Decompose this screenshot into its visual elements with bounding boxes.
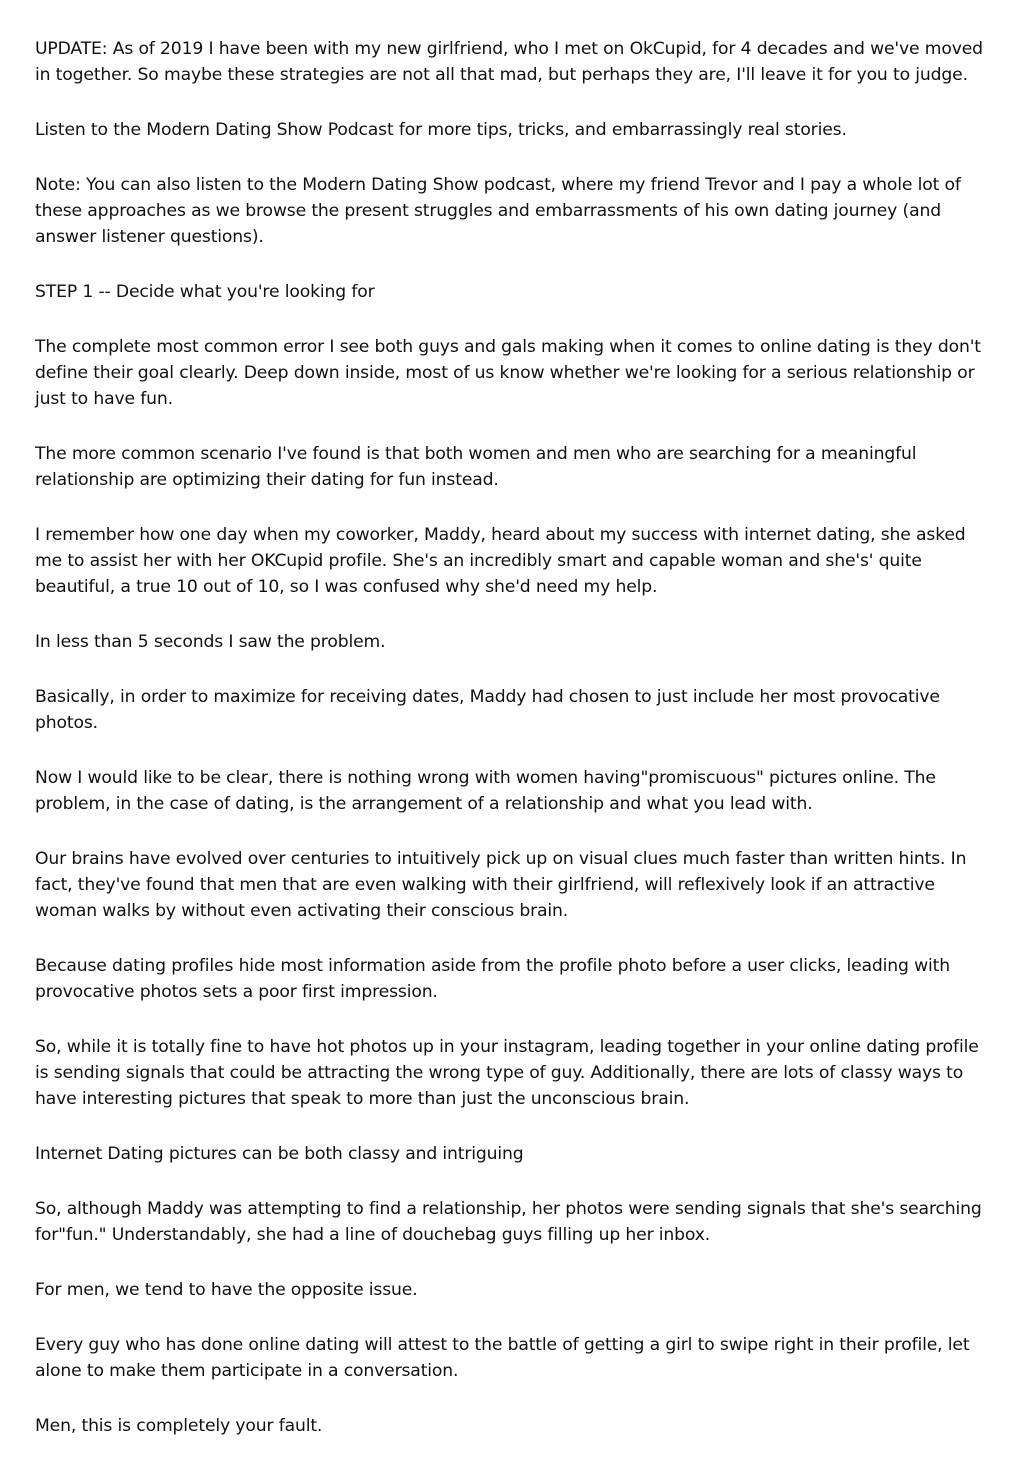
paragraph-saw-problem: In less than 5 seconds I saw the problem.: [35, 632, 386, 652]
paragraph-your-fault: Men, this is completely your fault.: [35, 1416, 323, 1436]
paragraph-opposite-issue: For men, we tend to have the opposite issue.: [35, 1280, 418, 1300]
step-1-heading: STEP 1 -- Decide what you're looking for: [35, 282, 375, 302]
paragraph-common-scenario: The more common scenario I've found is that both women and men who are searching for a meaningful relationship are optimizing their dating for fun instead.: [35, 444, 917, 490]
paragraph-note: Note: You can also listen to the Modern Dating Show podcast, where my friend Trevor and I pay a whole lot of these approaches as we browse the present struggles and embarrassments of his own dating journey (and answer listener questions).: [35, 175, 961, 247]
paragraph-be-clear: Now I would like to be clear, there is nothing wrong with women having"promiscuous" pictures online. The problem, in the case of dating, is the arrangement of a relationship and what you lead with.: [35, 768, 936, 814]
paragraph-profiles-hide: Because dating profiles hide most information aside from the profile photo before a user clicks, leading with provocative photos sets a poor first impression.: [35, 956, 950, 1002]
paragraph-common-error: The complete most common error I see both guys and gals making when it comes to online dating is they don't define their goal clearly. Deep down inside, most of us know whether we're looking for a serious relationship or just to have fun.: [35, 337, 981, 409]
paragraph-classy-pictures: Internet Dating pictures can be both classy and intriguing: [35, 1144, 524, 1164]
paragraph-sending-signals: So, although Maddy was attempting to find a relationship, her photos were sending signals that she's searching for"fun." Understandably, she had a line of douchebag guys filling up her inbox.: [35, 1199, 982, 1245]
article-body: [35, 36, 993, 1468]
paragraph-brains-evolved: Our brains have evolved over centuries to intuitively pick up on visual clues much faster than written hints. In fact, they've found that men that are even walking with their girlfriend, will reflexively look if an attractive woman walks by without even activating their conscious brain.: [35, 849, 967, 921]
paragraph-maddy-story: I remember how one day when my coworker, Maddy, heard about my success with internet dating, she asked me to assist her with her OKCupid profile. She's an incredibly smart and capable woman and she's' quite beautiful, a true 10 out of 10, so I was confused why she'd need my help.: [35, 525, 966, 597]
paragraph-swipe-right: Every guy who has done online dating will attest to the battle of getting a girl to swipe right in their profile, let alone to make them participate in a conversation.: [35, 1335, 970, 1381]
paragraph-hot-photos: So, while it is totally fine to have hot photos up in your instagram, leading together in your online dating profile is sending signals that could be attracting the wrong type of guy. Additionally, there are lots of classy ways to have interesting pictures that speak to more than just the unconscious brain.: [35, 1037, 979, 1109]
paragraph-podcast-promo: Listen to the Modern Dating Show Podcast for more tips, tricks, and embarrassingly real stories.: [35, 120, 847, 140]
paragraph-provocative-photos: Basically, in order to maximize for receiving dates, Maddy had chosen to just include her most provocative photos.: [35, 687, 940, 733]
paragraph-update: UPDATE: As of 2019 I have been with my new girlfriend, who I met on OkCupid, for 4 decades and we've moved in together. So maybe these strategies are not all that mad, but perhaps they are, I'll leave it for you to judge.: [35, 39, 983, 85]
